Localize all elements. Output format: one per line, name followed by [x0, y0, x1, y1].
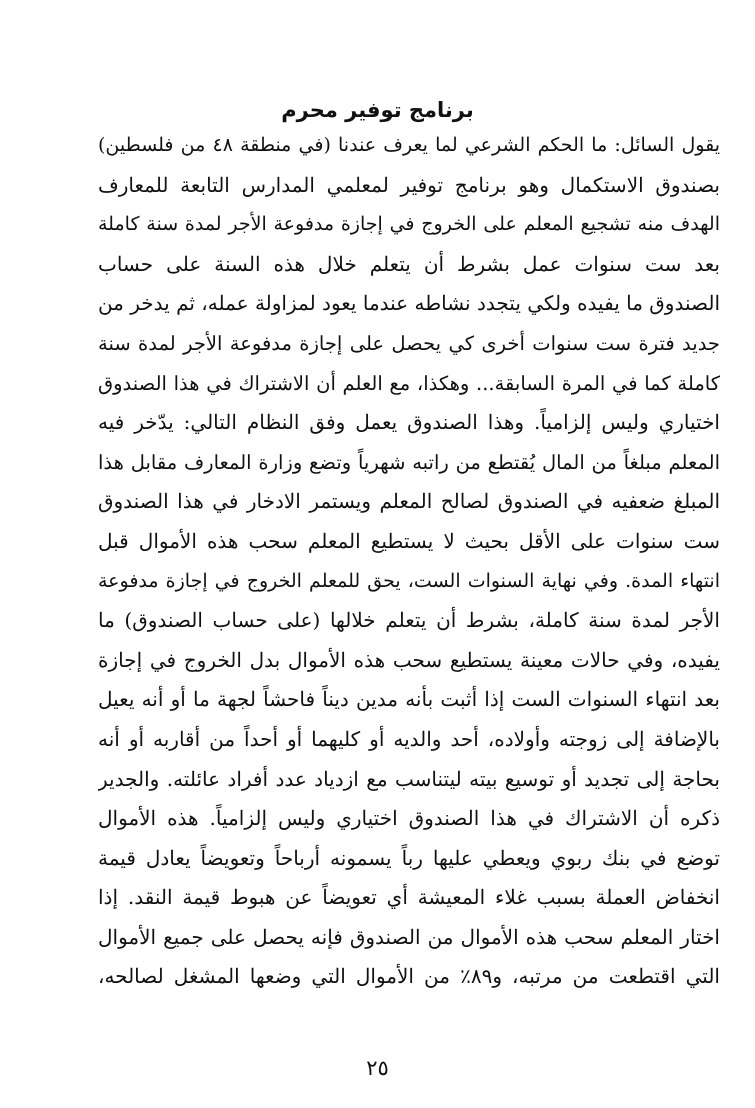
text-line: يفيده، وفي حالات معينة يستطيع سحب هذه الأموال بدل الخروج في إجازة — [98, 647, 720, 672]
text-line: توضع في بنك ربوي ويعطي عليها رباً يسمونه أرباحاً وتعويضاً يعادل قيمة — [98, 845, 720, 870]
text-line: يقول السائل: ما الحكم الشرعي لما يعرف عندنا (في منطقة ٤٨ من فلسطين) — [98, 134, 720, 156]
text-line: اختياري وليس إلزامياً. وهذا الصندوق يعمل وفق النظام التالي: يدّخر فيه — [98, 410, 720, 435]
text-line: ذكره أن الاشتراك في هذا الصندوق اختياري وليس إلزامياً. هذه الأموال — [98, 806, 720, 831]
text-line: بعد ست سنوات عمل بشرط أن يتعلم خلال هذه السنة على حساب — [98, 251, 720, 276]
text-line: الهدف منه تشجيع المعلم على الخروج في إجازة مدفوعة الأجر لمدة سنة كاملة — [98, 213, 720, 236]
text-line: بالإضافة إلى زوجته وأولاده، أحد والديه أو كليهما أو أحداً من أقاربه أو أنه — [98, 726, 720, 751]
text-line: بصندوق الاستكمال وهو برنامج توفير لمعلمي المدارس التابعة للمعارف — [98, 172, 720, 197]
text-line: الأجر لمدة سنة كاملة، بشرط أن يتعلم خلالها (على حساب الصندوق) ما — [98, 608, 720, 633]
text-line: جديد فترة ست سنوات أخرى كي يحصل على إجازة مدفوعة الأجر لمدة سنة — [98, 331, 720, 355]
text-line: انخفاض العملة بسبب غلاء المعيشة أي تعويضاً عن هبوط قيمة النقد. إذا — [98, 885, 720, 910]
text-line: ست سنوات على الأقل بحيث لا يستطيع المعلم سحب هذه الأموال قبل — [98, 528, 720, 553]
text-line: بحاجة إلى تجديد أو توسيع بيته ليتناسب مع ازدياد عدد أفراد عائلته. والجدير — [98, 766, 720, 791]
text-line: بعد انتهاء السنوات الست إذا أثبت بأنه مدين ديناً فاحشاً لجهة ما أو أنه يعيل — [98, 687, 720, 712]
body-text — [98, 126, 720, 997]
text-line: الصندوق ما يفيده ولكي يتجدد نشاطه عندما يعود لمزاولة عمله، ثم يدخر من — [98, 291, 720, 316]
text-line: انتهاء المدة. وفي نهاية السنوات الست، يحق للمعلم الخروج في إجازة مدفوعة — [98, 569, 720, 592]
text-line: المبلغ ضعفيه في الصندوق لصالح المعلم ويستمر الادخار في هذا الصندوق — [98, 489, 720, 514]
text-line: المعلم مبلغاً من المال يُقتطع من راتبه شهرياً وتضع وزارة المعارف مقابل هذا — [98, 450, 720, 474]
page-title: برنامج توفير محرم — [281, 98, 474, 122]
text-line: كاملة كما في المرة السابقة... وهكذا، مع العلم أن الاشتراك في هذا الصندوق — [98, 371, 720, 395]
text-line: التي اقتطعت من مرتبه، و٨٩٪ من الأموال التي وضعها المشغل لصالحه، — [98, 964, 720, 989]
page-number: ٢٥ — [366, 1056, 389, 1080]
text-line: اختار المعلم سحب هذه الأموال من الصندوق فإنه يحصل على جميع الأموال — [98, 924, 720, 949]
